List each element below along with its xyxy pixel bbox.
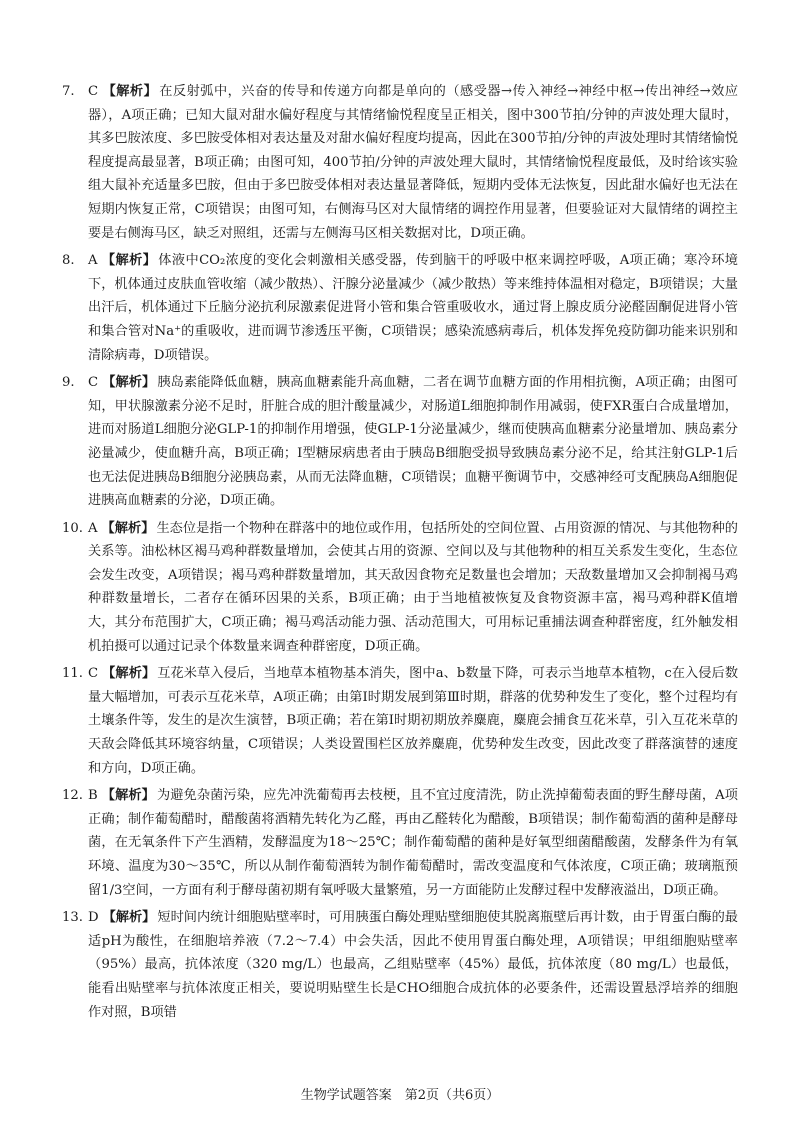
answer-item-10 xyxy=(62,517,738,659)
question-number: 12. xyxy=(62,788,83,804)
question-number: 13. xyxy=(62,910,83,926)
analysis-tag: 【解析】 xyxy=(102,84,158,99)
analysis-text: 生态位是指一个物种在群落中的地位或作用，包括所处的空间位置、占用资源的情况、与其他物种的关系等。油松林区褐马鸡种群数量增加，会使其占用的资源、空间以及与其他物种的相互关系发生变化，生态位会发生改变，A项错误；褐马鸡种群数量增加，其天敌因食物充足数量也会增加；天敌数量增加又会抑制褐马鸡种群数量增长，二者存在循环因果的关系，B项正确；由于当地植被恢复及食物资源丰富，褐马鸡种群K值增大，其分布范围扩大，C项正确；褐马鸡活动能力强、活动范围大，可用标记重捕法调查种群密度，红外触发相机拍摄可以通过记录个体数量来调查种群密度，D项正确。 xyxy=(88,520,738,654)
question-number: 10. xyxy=(62,520,83,536)
answer-item-9 xyxy=(62,371,738,513)
analysis-text: 为避免杂菌污染，应先冲洗葡萄再去枝梗，且不宜过度清洗，防止洗掉葡萄表面的野生酵母菌，A项正确；制作葡萄醋时，醋酸菌将酒精先转化为乙醛，再由乙醛转化为醋酸，B项错误；制作葡萄酒的菌种是酵母菌，在无氧条件下产生酒精，发酵温度为18～25℃；制作葡萄醋的菌种是好氧型细菌醋酸菌，发酵条件为有氧环境、温度为30～35℃，所以从制作葡萄酒转为制作葡萄醋时，需改变温度和气体浓度，C项正确；玻璃瓶预留1/3空间，一方面有利于酵母菌初期有氧呼吸大量繁殖，另一方面能防止发酵过程中发酵液溢出，D项正确。 xyxy=(88,788,738,898)
analysis-text: 互花米草入侵后，当地草本植物基本消失，图中a、b数量下降，可表示当地草本植物，c在入侵后数量大幅增加，可表示互花米草，A项正确；由第Ⅰ时期发展到第Ⅲ时期，群落的优势种发生了变化，整个过程均有土壤条件等，发生的是次生演替，B项正确；若在第Ⅰ时期初期放养麋鹿，麋鹿会捕食互花米草，引入互花米草的天敌会降低其环境容纳量，C项错误；人类设置围栏区放养麋鹿，优势种发生改变，因此改变了群落演替的速度和方向，D项正确。 xyxy=(88,666,739,776)
analysis-tag: 【解析】 xyxy=(101,788,155,804)
answer-list xyxy=(62,80,738,1024)
answer-letter: C xyxy=(88,84,99,99)
answer-letter: A xyxy=(88,520,98,536)
analysis-text: 体液中CO₂浓度的变化会刺激相关感受器，传到脑干的呼吸中枢来调控呼吸，A项正确；寒冷环境下，机体通过皮肤血管收缩（减少散热）、汗腺分泌量减少（减少散热）等来维持体温相对稳定，B项错误；大量出汗后，机体通过下丘脑分泌抗利尿激素促进肾小管和集合管重吸收水，通过肾上腺皮质分泌醛固酮促进肾小管和集合管对Na⁺的重吸收，进而调节渗透压平衡，C项错误；感染流感病毒后，机体发挥免疫防御功能来识别和清除病毒，D项错误。 xyxy=(88,253,738,363)
answer-letter: B xyxy=(88,788,98,804)
question-number: 9. xyxy=(62,375,75,391)
analysis-tag: 【解析】 xyxy=(101,520,155,536)
answer-letter: C xyxy=(88,375,99,391)
answer-item-11 xyxy=(62,662,738,780)
answer-letter: C xyxy=(88,666,99,682)
analysis-text: 短时间内统计细胞贴壁率时，可用胰蛋白酶处理贴壁细胞使其脱离瓶壁后再计数，由于胃蛋白酶的最适pH为酸性，在细胞培养液（7.2～7.4）中会失活，因此不使用胃蛋白酶处理，A项错误；甲组细胞贴壁率（95%）最高，抗体浓度（320 mg/L）也最高，乙组贴壁率（45%）最低，抗体浓度（80 mg/L）也最低，能看出贴壁率与抗体浓度正相关，要说明贴壁生长是CHO细胞合成抗体的必要条件，还需设置悬浮培养的细胞作对照，B项错 xyxy=(88,910,738,1020)
question-number: 11. xyxy=(62,666,83,682)
analysis-tag: 【解析】 xyxy=(102,375,156,391)
answer-item-12 xyxy=(62,784,738,902)
analysis-tag: 【解析】 xyxy=(102,666,156,682)
answer-letter: A xyxy=(88,253,98,269)
answer-item-8 xyxy=(62,249,738,367)
page-footer: 生物学试题答案 第2页（共6页） xyxy=(300,1088,500,1103)
answer-item-7 xyxy=(62,80,738,245)
analysis-tag: 【解析】 xyxy=(101,253,157,269)
question-number: 8. xyxy=(62,253,75,269)
analysis-text: 胰岛素能降低血糖，胰高血糖素能升高血糖，二者在调节血糖方面的作用相抗衡，A项正确；由图可知，甲状腺激素分泌不足时，肝脏合成的胆汁酸量减少，对肠道L细胞抑制作用减弱，使FXR蛋白合成量增加，进而对肠道L细胞分泌GLP-1的抑制作用增强，使GLP-1分泌量减少，继而使胰高血糖素分泌量增加、胰岛素分泌量减少，使血糖升高，B项正确；Ⅰ型糖尿病患者由于胰岛B细胞受损导致胰岛素分泌不足，给其注射GLP-1后也无法促进胰岛B细胞分泌胰岛素，从而无法降血糖，C项错误；血糖平衡调节中，交感神经可支配胰岛A细胞促进胰高血糖素的分泌，D项正确。 xyxy=(88,375,738,509)
analysis-tag: 【解析】 xyxy=(102,910,156,926)
question-number: 7. xyxy=(62,84,75,99)
answer-letter: D xyxy=(88,910,99,926)
analysis-text: 在反射弧中，兴奋的传导和传递方向都是单向的（感受器→传入神经→神经中枢→传出神经→效应器），A项正确；已知大鼠对甜水偏好程度与其情绪愉悦程度呈正相关，图中300节拍/分钟的声波处理大鼠时，其多巴胺浓度、多巴胺受体相对表达量及对甜水偏好程度均提高，因此在300节拍/分钟的声波处理时其情绪愉悦程度提高最显著，B项正确；由图可知，400节拍/分钟的声波处理大鼠时，其情绪愉悦程度最低，及时给该实验组大鼠补充适量多巴胺，但由于多巴胺受体相对表达量显著降低，短期内受体无法恢复，因此甜水偏好也无法在短期内恢复正常，C项错误；由图可知，右侧海马区对大鼠情绪的调控作用显著，但要验证对大鼠情绪的调控主要是右侧海马区，缺乏对照组，还需与左侧海马区相关数据对比，D项正确。 xyxy=(88,84,739,241)
answer-item-13 xyxy=(62,906,738,1024)
